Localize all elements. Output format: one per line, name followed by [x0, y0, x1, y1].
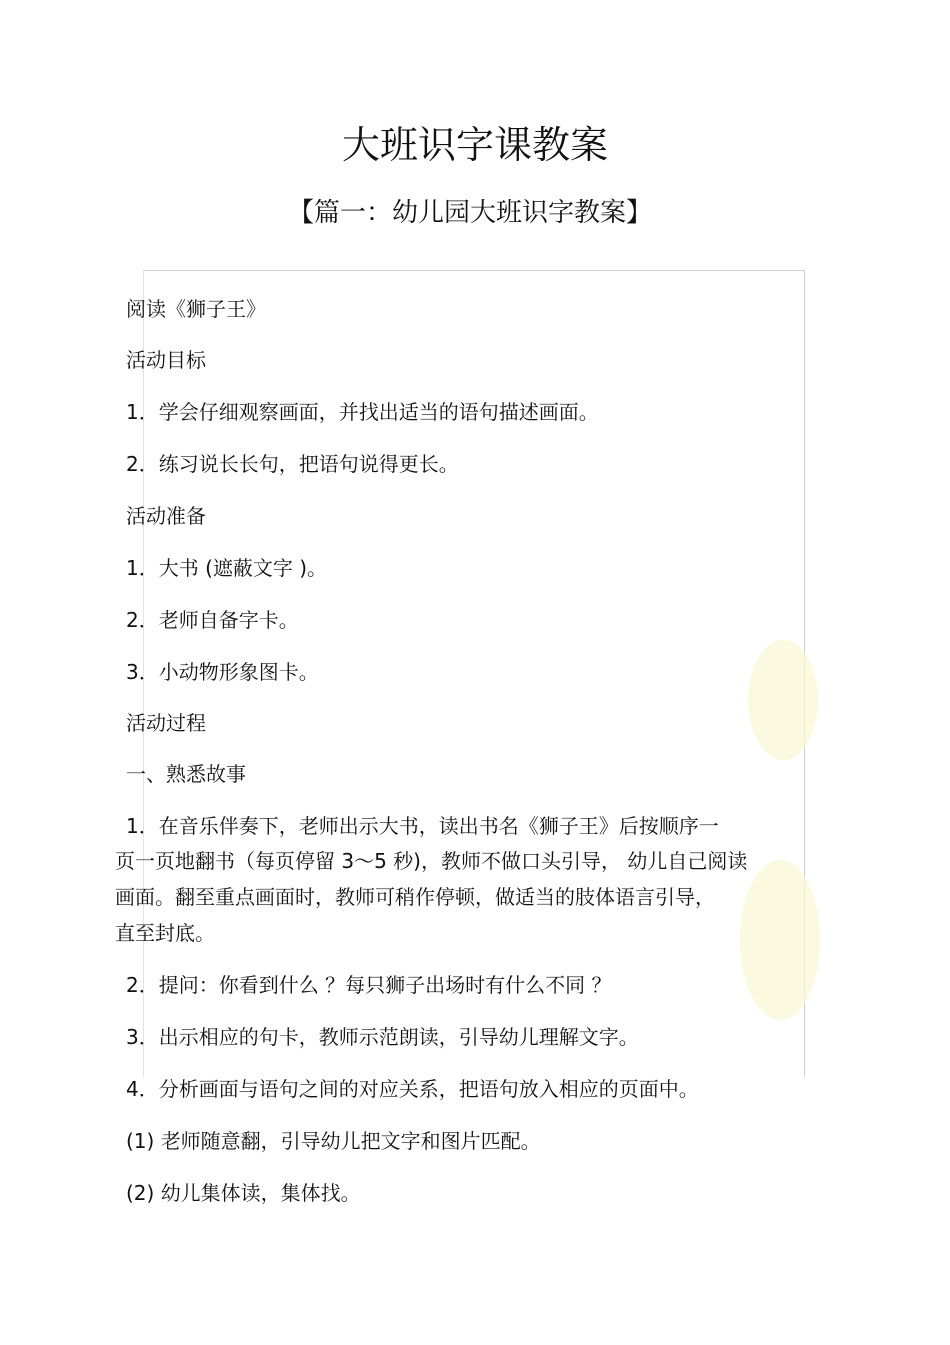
list-item: 4．分析画面与语句之间的对应关系，把语句放入相应的页面中。	[126, 1077, 699, 1101]
page-stain	[748, 640, 818, 760]
document-subtitle: 【篇一：幼儿园大班识字教案】	[287, 198, 652, 228]
section-heading: 阅读《狮子王》	[126, 297, 266, 321]
paragraph-line: 页一页地翻书（每页停留 3～5 秒)，教师不做口头引导， 幼儿自己阅读	[115, 849, 748, 873]
list-item: 2．提问：你看到什么 ？每只狮子出场时有什么不同 ？	[126, 973, 612, 997]
section-heading: 一、熟悉故事	[126, 762, 246, 786]
list-item: 3．小动物形象图卡。	[126, 660, 319, 684]
paragraph-line: 画面。翻至重点画面时，教师可稍作停顿，做适当的肢体语言引导，	[115, 885, 715, 909]
page-stain	[740, 860, 820, 1020]
list-item: (1) 老师随意翻，引导幼儿把文字和图片匹配。	[126, 1129, 541, 1153]
paragraph-line: 1．在音乐伴奏下，老师出示大书，读出书名《狮子王》后按顺序一	[126, 814, 719, 838]
list-item: (2) 幼儿集体读，集体找。	[126, 1181, 361, 1205]
document-title: 大班识字课教案	[341, 123, 608, 167]
paragraph-line: 直至封底。	[115, 921, 215, 945]
section-heading: 活动过程	[126, 711, 206, 735]
list-item: 3．出示相应的句卡，教师示范朗读，引导幼儿理解文字。	[126, 1025, 639, 1049]
section-heading: 活动准备	[126, 504, 206, 528]
list-item: 2．老师自备字卡。	[126, 608, 299, 632]
section-heading: 活动目标	[126, 348, 206, 372]
list-item: 1．学会仔细观察画面，并找出适当的语句描述画面。	[126, 400, 599, 424]
list-item: 1．大书 (遮蔽文字 )。	[126, 556, 328, 580]
list-item: 2．练习说长长句，把语句说得更长。	[126, 452, 459, 476]
